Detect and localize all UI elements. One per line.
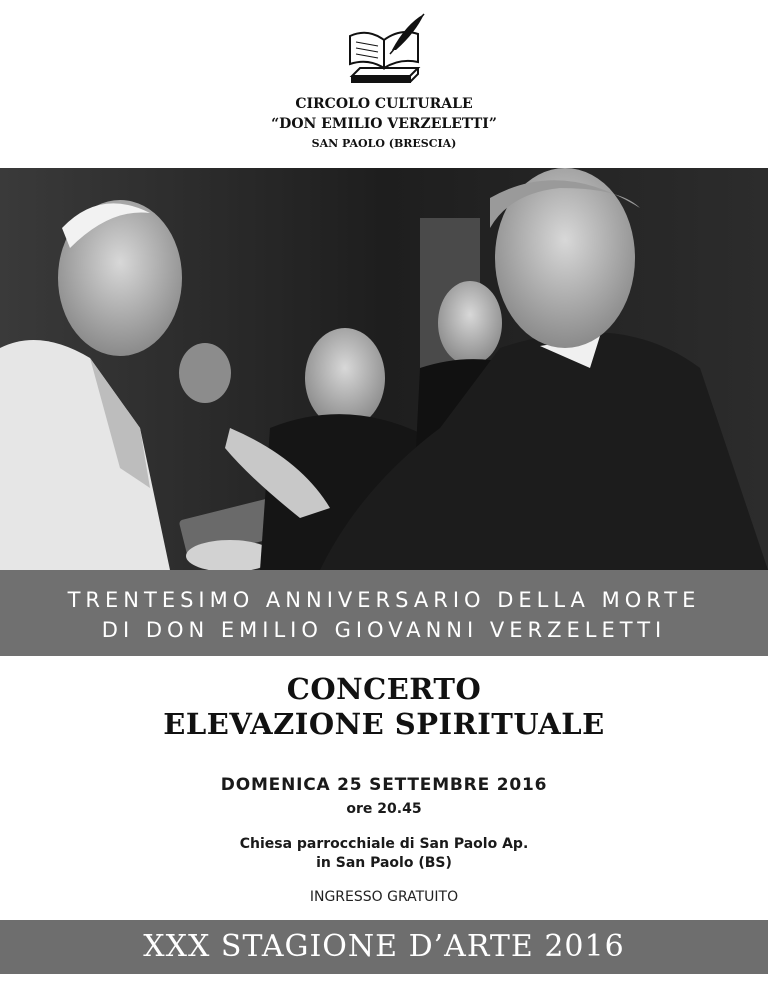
org-name: CIRCOLO CULTURALE	[295, 96, 473, 112]
historic-photo	[0, 168, 768, 570]
event-subtitle: ELEVAZIONE SPIRITUALE	[163, 707, 605, 741]
event-title: CONCERTO	[286, 672, 482, 706]
season-banner	[0, 920, 768, 974]
event-time: ore 20.45	[346, 801, 422, 817]
entry-note: INGRESSO GRATUITO	[309, 889, 459, 905]
book-quill-logo-icon	[340, 10, 430, 90]
anniversary-banner	[0, 570, 768, 656]
org-location: SAN PAOLO (BRESCIA)	[311, 137, 457, 150]
season-title: XXX STAGIONE D’ARTE 2016	[143, 929, 625, 964]
venue-line1: Chiesa parrocchiale di San Paolo Ap.	[239, 836, 529, 852]
anniversary-line2: DI DON EMILIO GIOVANNI VERZELETTI	[101, 618, 667, 642]
anniversary-line1: TRENTESIMO ANNIVERSARIO DELLA MORTE	[67, 588, 701, 612]
venue-line2: in San Paolo (BS)	[316, 855, 452, 871]
event-date: DOMENICA 25 SETTEMBRE 2016	[220, 775, 548, 795]
org-subtitle: “DON EMILIO VERZELETTI”	[271, 116, 497, 132]
